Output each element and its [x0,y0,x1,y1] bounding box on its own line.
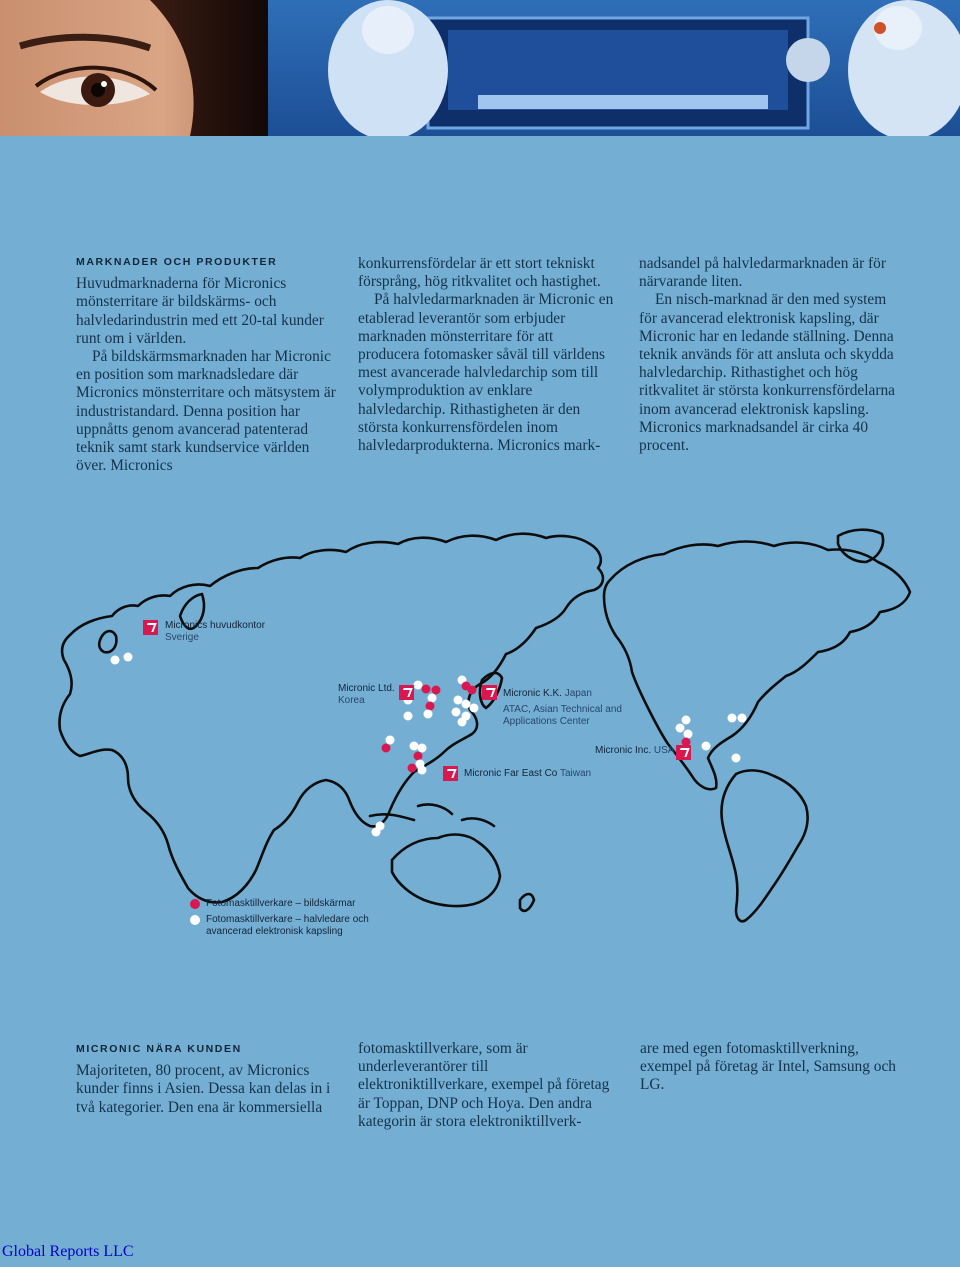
semiconductor-maker-dot [410,742,419,751]
semiconductor-maker-dot [372,828,381,837]
white-dot-icon [190,915,200,925]
display-maker-dot [382,744,391,753]
korea-label [338,683,395,707]
semiconductor-maker-dot [386,736,395,745]
usa-flag-icon [676,745,691,760]
display-maker-dot [414,752,423,761]
taiwan-country: Taiwan [559,768,592,779]
section1-col2-paragraph2: På halvledarmarknaden är Micronic en etablerad leverantör som erbjuder marknaden mönsterritare för att producera fotomasker såväl till världens mest avancerade halvledarchip som till volymproduktion av enklare halvledarchip. Rithastigheten är den största konkurrensfördelen inom halvledarprodukterna. Micronics mark- [358,291,614,455]
hq-name: Micronics huvudkontor [165,620,266,631]
japan-name: Micronic K.K. [503,688,562,699]
semiconductor-maker-dot [702,742,711,751]
japan-country: Japan [564,688,592,699]
section2-col2-paragraph: fotomasktillverkare, som är underleverantörer till elektroniktillverkare, exempel på företag är Toppan, DNP och Hoya. Den andra kategorin är stora elektroniktillverk- [358,1040,610,1130]
semiconductor-maker-dot [418,744,427,753]
semiconductor-maker-dot [428,694,437,703]
semiconductor-maker-dot [732,754,741,763]
display-maker-dot [408,764,417,773]
semiconductor-maker-dot [738,714,747,723]
section1-column-2 [358,255,618,455]
section2-col1-paragraph: Majoriteten, 80 procent, av Micronics kunder finns i Asien. Dessa kan delas in i två kategorier. Den ena är kommersiella [76,1062,331,1116]
semiconductor-maker-dot [728,714,737,723]
legend-row-red [190,898,369,910]
map-marker-layer [0,520,960,950]
semiconductor-maker-dot [418,766,427,775]
section1-col1-paragraph2: På bildskärmsmarknaden har Micronic en position som marknadsledare där Micronics mönsterritare och mätsystem är industristandard. Denna position har uppnåtts genom avancerad patenterad teknik samt stark kundservice världen över. Micronics [76,348,336,475]
korea-flag-icon [399,685,414,700]
taiwan-flag-icon [443,766,458,781]
display-maker-dot [468,686,477,695]
semiconductor-maker-dot [452,708,461,717]
section1-heading: MARKNADER OCH PRODUKTER [76,256,278,268]
display-maker-dot [422,685,431,694]
hq-label [165,620,265,644]
cleanroom-lab-photo [268,0,960,136]
semiconductor-maker-dot [404,712,413,721]
section1-col3-paragraph1: nadsandel på halvledarmarknaden är för närvarande liten. [639,255,886,291]
semiconductor-maker-dot [454,696,463,705]
section2-column-3 [640,1040,908,1095]
legend-item2-line1: Fotomasktillverkare – halvledare och [206,914,369,925]
usa-country: USA [653,745,675,756]
semiconductor-maker-dot [462,700,471,709]
section2-col3-paragraph: are med egen fotomasktillverkning, exempel på företag är Intel, Samsung och LG. [640,1040,896,1094]
sverige-flag-icon [143,620,158,635]
semiconductor-maker-dot [682,716,691,725]
legend-row-white [190,914,369,938]
display-maker-dot [432,686,441,695]
world-map [0,520,960,950]
semiconductor-maker-dot [684,730,693,739]
section1-col2-paragraph1: konkurrensfördelar är ett stort tekniskt försprång, hög ritkvalitet och hastighet. [358,255,601,291]
woman-eye-photo [0,0,268,136]
section2-column-1 [76,1040,342,1117]
semiconductor-maker-dot [424,710,433,719]
semiconductor-maker-dot [676,724,685,733]
japan-label [503,688,622,728]
japan-flag-icon [482,685,497,700]
korea-country: Korea [338,695,365,706]
section1-col1-paragraph1: Huvudmarknaderna för Micronics mönsterritare är bildskärms- och halvledarindustrin med ett 20-tal kunder runt om i världen. [76,275,324,347]
footer-brand: Global Reports LLC [2,1243,134,1260]
semiconductor-maker-dot [111,656,120,665]
section1-column-3 [639,255,901,455]
section2-column-2 [358,1040,620,1131]
japan-atac-line2: Applications Center [503,716,590,727]
section1-col3-paragraph2: En nisch-marknad är den med system för avancerad elektronisk kapsling, där Micronic har en ledande ställning. Denna teknik används för att ansluta och skydda halvledarchip. Rithastighet och hög ritkvalitet är största konkurrensfördelarna inom avancerad elektronisk kapsling. Micronics marknadsandel är cirka 40 procent. [639,291,895,455]
japan-atac-line1: ATAC, Asian Technical and [503,704,622,715]
hq-country: Sverige [165,632,199,643]
section2-heading: MICRONIC NÄRA KUNDEN [76,1043,242,1055]
usa-label [595,745,674,757]
legend-item1: Fotomasktillverkare – bildskärmar [206,898,356,909]
display-maker-dot [426,702,435,711]
taiwan-name: Micronic Far East Co [464,768,558,779]
legend-item2-line2: avancerad elektronisk kapsling [206,926,343,937]
taiwan-label [464,768,591,780]
semiconductor-maker-dot [124,653,133,662]
usa-name: Micronic Inc. [595,745,652,756]
header-photo-strip [0,0,960,136]
semiconductor-maker-dot [470,704,479,713]
korea-name: Micronic Ltd. [338,683,395,694]
semiconductor-maker-dot [414,681,423,690]
semiconductor-maker-dot [458,718,467,727]
section1-column-1 [76,253,342,475]
red-dot-icon [190,899,200,909]
map-legend [190,898,369,942]
